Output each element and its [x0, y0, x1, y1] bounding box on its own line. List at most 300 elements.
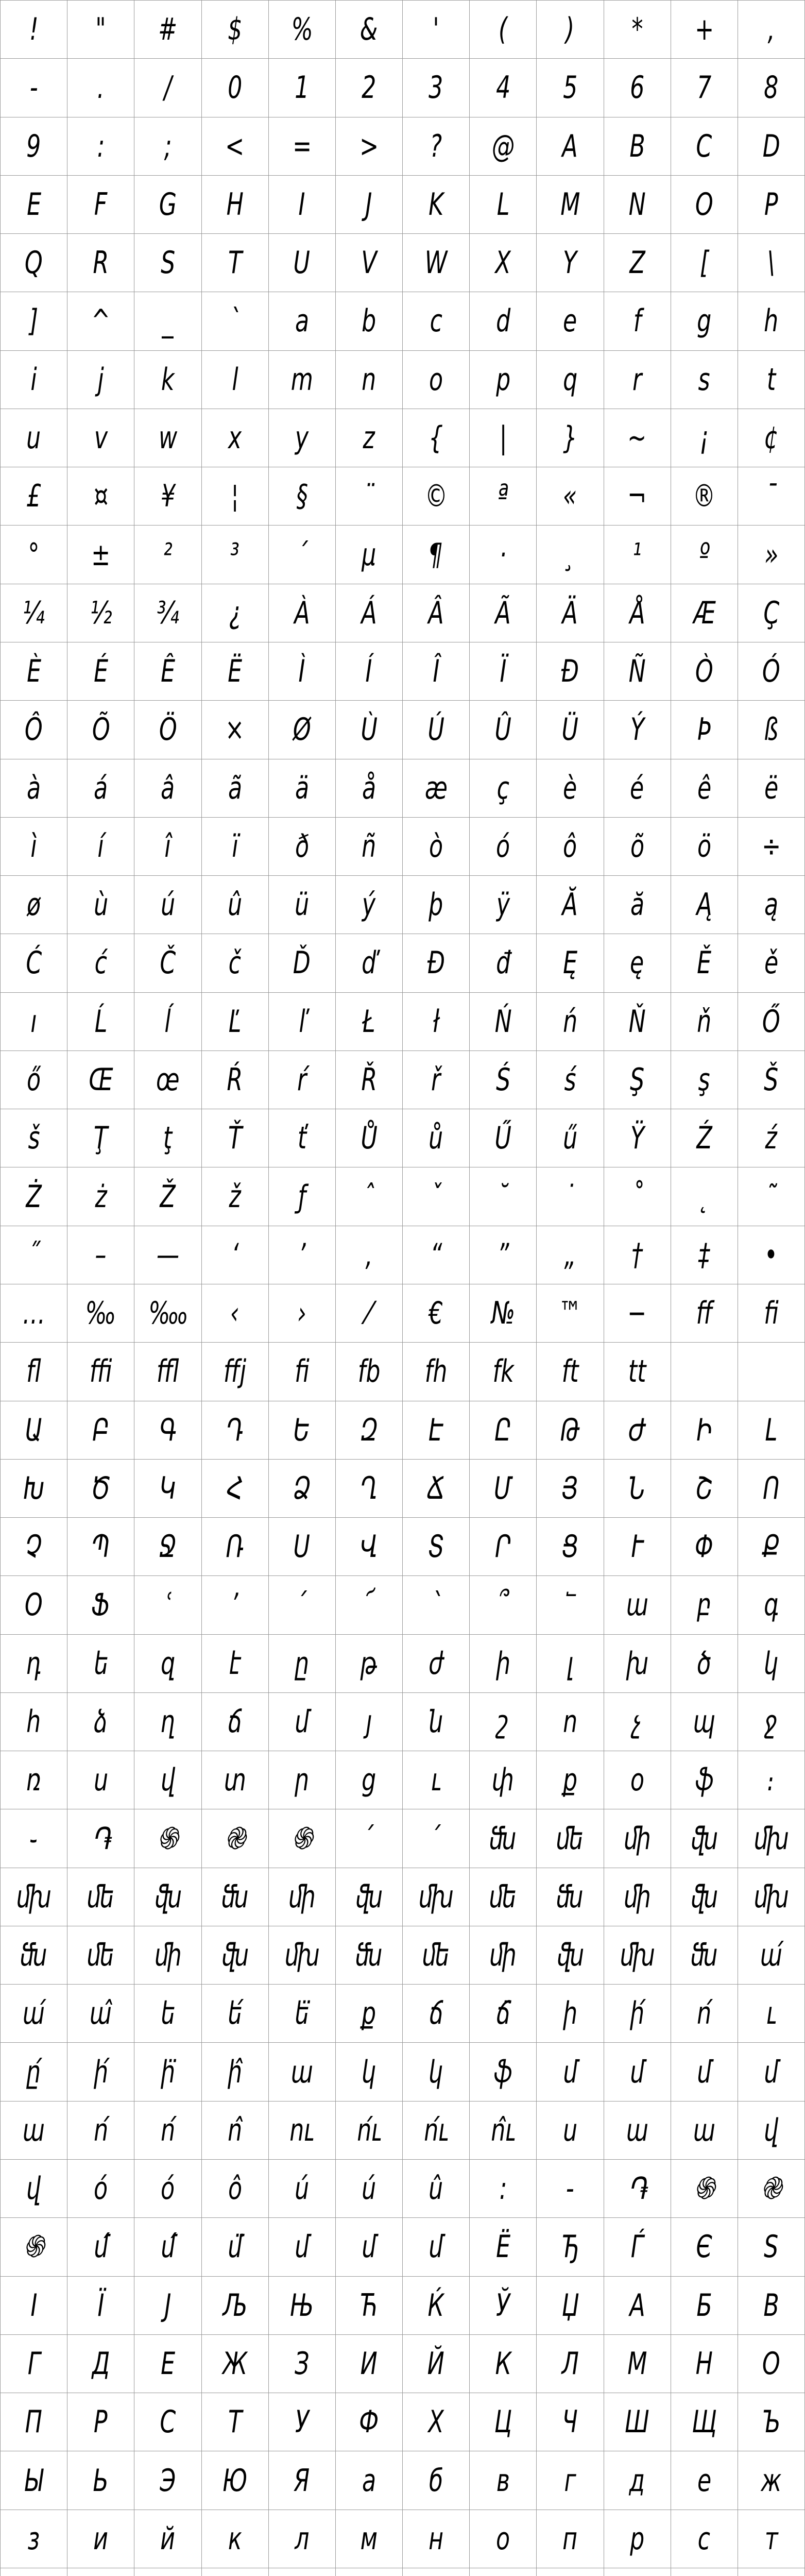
- glyph-cell: [671, 2160, 738, 2218]
- glyph-cell: [671, 1, 738, 59]
- glyph-character: յ: [366, 1703, 372, 1740]
- glyph-cell: [1, 1868, 67, 1926]
- glyph-character: ¥: [160, 478, 175, 515]
- glyph-character: Ս: [294, 1529, 311, 1565]
- glyph-character: Ў: [496, 2287, 510, 2324]
- glyph-character: մ: [630, 2054, 645, 2090]
- glyph-character: ո́ւ: [423, 2112, 449, 2148]
- glyph-cell: [269, 1868, 336, 1926]
- glyph-cell: [1, 2335, 67, 2393]
- glyph-character: ]: [29, 303, 39, 340]
- glyph-cell: [604, 993, 671, 1051]
- glyph-cell: [134, 467, 201, 526]
- glyph-character: ů: [429, 1120, 443, 1157]
- glyph-character: ç: [496, 770, 509, 806]
- glyph-cell: [336, 1518, 403, 1576]
- glyph-character: æ: [424, 770, 448, 806]
- glyph-character: ł: [433, 1003, 439, 1040]
- glyph-character: ˙: [564, 1178, 576, 1215]
- glyph-cell: [604, 1576, 671, 1634]
- glyph-cell: [336, 467, 403, 526]
- glyph-cell: [537, 1926, 604, 1985]
- glyph-character: դ: [26, 1645, 42, 1682]
- glyph-cell: [134, 1868, 201, 1926]
- glyph-cell: [202, 1809, 269, 1868]
- glyph-cell: [604, 2451, 671, 2510]
- glyph-character: Đ: [427, 945, 445, 981]
- glyph-cell: [671, 1343, 738, 1401]
- glyph-character: ւ: [431, 1762, 441, 1799]
- glyph-character: Ă: [562, 887, 578, 923]
- glyph-character: վ: [160, 1762, 175, 1799]
- glyph-character: ե: [160, 1995, 175, 2032]
- glyph-cell: [403, 1051, 470, 1109]
- glyph-character: G: [159, 186, 177, 223]
- glyph-cell: [403, 993, 470, 1051]
- glyph-character: Щ: [692, 2404, 717, 2441]
- glyph-character: ‱: [148, 1295, 187, 1332]
- glyph-character: ﬖ: [690, 1820, 718, 1857]
- glyph-character: Ո: [763, 1470, 780, 1506]
- glyph-character: ó: [496, 828, 510, 865]
- glyph-cell: [470, 59, 537, 117]
- glyph-character: \: [767, 245, 775, 281]
- glyph-cell: [738, 1693, 805, 1751]
- glyph-cell: [537, 1167, 604, 1226]
- glyph-cell: [67, 1226, 134, 1284]
- glyph-character: {: [429, 420, 443, 456]
- glyph-character: `: [229, 303, 241, 340]
- glyph-character: Е: [160, 2345, 175, 2382]
- glyph-character: „: [564, 1236, 576, 1273]
- glyph-cell: [470, 351, 537, 409]
- glyph-cell: [67, 2160, 134, 2218]
- glyph-character: ˘: [497, 1178, 509, 1215]
- glyph-character: Г: [27, 2345, 40, 2382]
- glyph-cell: [671, 1167, 738, 1226]
- glyph-cell: [336, 2451, 403, 2510]
- glyph-cell: [202, 351, 269, 409]
- glyph-cell: [403, 642, 470, 701]
- glyph-character: E: [26, 186, 41, 223]
- glyph-cell: [336, 2393, 403, 2451]
- glyph-cell: [604, 1460, 671, 1518]
- glyph-cell: [269, 642, 336, 701]
- glyph-cell: [336, 2160, 403, 2218]
- glyph-character: I: [298, 186, 305, 223]
- glyph-cell: [537, 2451, 604, 2510]
- glyph-character: µ: [362, 536, 376, 573]
- glyph-character: ՞: [498, 1587, 508, 1623]
- glyph-cell: [202, 876, 269, 934]
- glyph-cell: [67, 1868, 134, 1926]
- glyph-cell: [336, 1109, 403, 1167]
- glyph-cell: [336, 1226, 403, 1284]
- glyph-character: ÿ: [496, 887, 510, 923]
- glyph-cell: [336, 2335, 403, 2393]
- glyph-cell: [336, 1051, 403, 1109]
- glyph-character: մ: [697, 2054, 712, 2090]
- glyph-cell: [67, 2102, 134, 2160]
- glyph-character: ﬕ: [154, 1937, 182, 1974]
- glyph-cell: [67, 1401, 134, 1460]
- glyph-character: –: [95, 1236, 107, 1273]
- glyph-character: Օ: [25, 1587, 43, 1623]
- glyph-character: 5: [562, 70, 577, 106]
- glyph-character: ‡: [698, 1236, 710, 1273]
- glyph-character: ř: [431, 1062, 441, 1098]
- glyph-character: մ: [295, 2229, 310, 2265]
- glyph-cell: [336, 2568, 403, 2576]
- glyph-cell: [537, 1226, 604, 1284]
- glyph-character: »: [764, 536, 779, 573]
- glyph-character: Ű: [494, 1120, 511, 1157]
- glyph-character: Р: [94, 2404, 108, 2441]
- glyph-cell: [202, 1518, 269, 1576]
- glyph-character: կ: [362, 2054, 376, 2090]
- glyph-cell: [403, 1985, 470, 2043]
- glyph-character: -: [566, 2171, 574, 2207]
- glyph-cell: [671, 1926, 738, 1985]
- glyph-cell: [470, 642, 537, 701]
- glyph-cell: [738, 1167, 805, 1226]
- glyph-cell: [738, 2160, 805, 2218]
- glyph-cell: [269, 351, 336, 409]
- glyph-cell: [269, 1518, 336, 1576]
- glyph-cell: [470, 701, 537, 759]
- glyph-cell: [671, 2568, 738, 2576]
- glyph-cell: [738, 2393, 805, 2451]
- glyph-character: լ: [567, 1645, 573, 1682]
- glyph-cell: [67, 1109, 134, 1167]
- glyph-cell: [671, 1635, 738, 1693]
- glyph-cell: [134, 2568, 201, 2576]
- glyph-cell: [269, 1167, 336, 1226]
- glyph-cell: [604, 292, 671, 350]
- glyph-character: ֎: [224, 1820, 246, 1857]
- glyph-character: Ъ: [761, 2404, 781, 2441]
- glyph-cell: [470, 2277, 537, 2335]
- glyph-cell: [336, 351, 403, 409]
- glyph-cell: [738, 701, 805, 759]
- glyph-cell: [470, 292, 537, 350]
- glyph-character: ć: [94, 945, 107, 981]
- glyph-cell: [537, 409, 604, 467]
- glyph-cell: [202, 234, 269, 292]
- glyph-character: բ: [697, 1587, 712, 1623]
- glyph-cell: [336, 584, 403, 642]
- glyph-cell: [67, 2510, 134, 2568]
- glyph-character: ո́: [160, 2112, 175, 2148]
- glyph-cell: [269, 818, 336, 876]
- glyph-cell: [336, 117, 403, 176]
- glyph-cell: [67, 351, 134, 409]
- glyph-cell: [403, 292, 470, 350]
- glyph-cell: [403, 1284, 470, 1343]
- glyph-character: ա: [23, 2112, 45, 2148]
- glyph-cell: [67, 526, 134, 584]
- glyph-character: X: [495, 245, 511, 281]
- glyph-character: ժ: [429, 1645, 444, 1682]
- glyph-cell: [336, 2102, 403, 2160]
- glyph-character: ţ: [163, 1120, 173, 1157]
- glyph-character: ù: [93, 887, 108, 923]
- glyph-character: h: [764, 303, 779, 340]
- glyph-cell: [604, 876, 671, 934]
- glyph-cell: [269, 59, 336, 117]
- glyph-cell: [67, 176, 134, 234]
- glyph-cell: [67, 1693, 134, 1751]
- glyph-character: ՛: [366, 1820, 372, 1857]
- glyph-cell: [671, 2510, 738, 2568]
- glyph-cell: [671, 1809, 738, 1868]
- glyph-cell: [134, 934, 201, 992]
- glyph-character: Š: [764, 1062, 779, 1098]
- glyph-character: Վ: [360, 1529, 378, 1565]
- glyph-cell: [202, 1167, 269, 1226]
- glyph-cell: [671, 467, 738, 526]
- glyph-cell: [470, 1226, 537, 1284]
- glyph-character: І: [30, 2287, 38, 2324]
- glyph-cell: [738, 1926, 805, 1985]
- glyph-character: ֏: [91, 1820, 110, 1857]
- glyph-character: ½: [90, 595, 112, 631]
- glyph-character: ď: [362, 945, 376, 981]
- glyph-cell: [202, 1343, 269, 1401]
- glyph-character: fh: [424, 1353, 448, 1390]
- glyph-cell: [269, 1751, 336, 1809]
- glyph-character: ô: [228, 2171, 242, 2207]
- glyph-character: %: [291, 11, 313, 48]
- glyph-cell: [738, 1051, 805, 1109]
- glyph-character: Ֆ: [92, 1587, 110, 1623]
- glyph-cell: [1, 1226, 67, 1284]
- glyph-cell: [269, 2102, 336, 2160]
- glyph-character: ÷: [761, 828, 781, 865]
- glyph-cell: [336, 1809, 403, 1868]
- glyph-character: ť: [297, 1120, 306, 1157]
- glyph-cell: [269, 1401, 336, 1460]
- glyph-character: t: [766, 361, 776, 398]
- glyph-cell: [738, 642, 805, 701]
- glyph-character: ա: [626, 2112, 648, 2148]
- glyph-character: ք: [362, 1995, 376, 2032]
- glyph-character: ﬖ: [690, 1878, 718, 1915]
- glyph-character: ո̂ւ: [491, 2112, 516, 2148]
- glyph-cell: [336, 818, 403, 876]
- glyph-character: ·: [499, 536, 507, 573]
- glyph-character: Q: [25, 245, 43, 281]
- glyph-character: U: [294, 245, 311, 281]
- glyph-character: d: [495, 303, 510, 340]
- glyph-character: М: [627, 2345, 647, 2382]
- glyph-cell: [403, 2218, 470, 2276]
- glyph-character: Ը: [494, 1412, 511, 1448]
- glyph-character: .: [97, 70, 105, 106]
- glyph-cell: [738, 292, 805, 350]
- glyph-character: Ÿ: [630, 1120, 644, 1157]
- glyph-character: թ: [361, 1645, 378, 1682]
- glyph-character: á: [94, 770, 108, 806]
- glyph-cell: [671, 117, 738, 176]
- glyph-cell: [671, 1401, 738, 1460]
- glyph-character: Զ: [360, 1412, 378, 1448]
- glyph-cell: [134, 1809, 201, 1868]
- glyph-character: Պ: [92, 1529, 110, 1565]
- glyph-character: >: [359, 128, 379, 164]
- glyph-character: ի: [562, 1995, 577, 2032]
- glyph-character: T: [228, 245, 242, 281]
- glyph-cell: [671, 526, 738, 584]
- glyph-character: S: [160, 245, 175, 281]
- glyph-character: ⁄: [367, 1295, 371, 1332]
- glyph-character: ×: [225, 711, 245, 748]
- glyph-cell: [202, 2102, 269, 2160]
- glyph-character: C: [696, 128, 712, 164]
- glyph-cell: [269, 876, 336, 934]
- glyph-cell: [336, 876, 403, 934]
- glyph-cell: [134, 642, 201, 701]
- glyph-cell: [67, 934, 134, 992]
- glyph-cell: [403, 1460, 470, 1518]
- glyph-cell: [336, 1868, 403, 1926]
- glyph-cell: [671, 2451, 738, 2510]
- glyph-character: Z: [629, 245, 645, 281]
- glyph-character: Ծ: [91, 1470, 111, 1506]
- glyph-cell: [403, 234, 470, 292]
- glyph-character: ą: [764, 887, 778, 923]
- glyph-cell: [537, 1051, 604, 1109]
- glyph-character: ա: [290, 2054, 313, 2090]
- glyph-cell: [537, 876, 604, 934]
- glyph-cell: [269, 2335, 336, 2393]
- glyph-cell: [1, 2160, 67, 2218]
- glyph-character: N: [628, 186, 646, 223]
- glyph-cell: [269, 2043, 336, 2101]
- glyph-character: մ: [429, 2229, 443, 2265]
- glyph-character: զ: [160, 1645, 175, 1682]
- glyph-character: ֍: [157, 1820, 179, 1857]
- glyph-cell: [269, 292, 336, 350]
- glyph-cell: [403, 1518, 470, 1576]
- glyph-cell: [470, 2160, 537, 2218]
- glyph-character: [: [699, 245, 709, 281]
- glyph-character: D: [762, 128, 780, 164]
- glyph-cell: [269, 701, 336, 759]
- glyph-cell: [336, 1, 403, 59]
- glyph-cell: [269, 2568, 336, 2576]
- glyph-character: ֍: [23, 2229, 44, 2265]
- glyph-character: ”: [497, 1236, 509, 1273]
- glyph-cell: [67, 701, 134, 759]
- glyph-cell: [403, 584, 470, 642]
- glyph-cell: [470, 2335, 537, 2393]
- glyph-cell: [671, 2277, 738, 2335]
- glyph-character: ž: [229, 1178, 241, 1215]
- glyph-cell: [67, 1284, 134, 1343]
- glyph-cell: [470, 1167, 537, 1226]
- glyph-cell: [738, 2510, 805, 2568]
- glyph-cell: [336, 59, 403, 117]
- glyph-character: №: [491, 1295, 515, 1332]
- glyph-character: ﬀ: [696, 1295, 713, 1332]
- glyph-character: Æ: [693, 595, 715, 631]
- glyph-character: k: [161, 361, 175, 398]
- glyph-cell: [537, 2043, 604, 2101]
- glyph-cell: [604, 2160, 671, 2218]
- glyph-cell: [470, 1926, 537, 1985]
- glyph-character: ¿: [229, 595, 241, 631]
- glyph-cell: [537, 1868, 604, 1926]
- glyph-character: œ: [156, 1062, 180, 1098]
- glyph-character: ո́: [697, 1995, 712, 2032]
- glyph-cell: [403, 2043, 470, 2101]
- glyph-character: ): [566, 11, 575, 48]
- glyph-character: ﬗ: [620, 1937, 655, 1974]
- glyph-cell: [134, 234, 201, 292]
- glyph-character: F: [94, 186, 108, 223]
- glyph-character: ճ: [429, 1995, 443, 2032]
- glyph-cell: [470, 2451, 537, 2510]
- glyph-character: Յ: [561, 1470, 579, 1506]
- glyph-character: ի: [495, 1645, 510, 1682]
- glyph-cell: [537, 292, 604, 350]
- glyph-character: ա́: [760, 1937, 782, 1974]
- glyph-character: մ: [295, 1703, 310, 1740]
- glyph-cell: [269, 1926, 336, 1985]
- glyph-cell: [1, 292, 67, 350]
- glyph-character: Č: [160, 945, 176, 981]
- glyph-cell: [336, 1751, 403, 1809]
- glyph-cell: [604, 526, 671, 584]
- glyph-character: Ť: [228, 1120, 242, 1157]
- glyph-character: 7: [697, 70, 712, 106]
- glyph-cell: [67, 876, 134, 934]
- glyph-character: ²: [163, 536, 173, 573]
- glyph-cell: [604, 1985, 671, 2043]
- glyph-cell: [202, 701, 269, 759]
- glyph-cell: [537, 1576, 604, 1634]
- glyph-character: շ: [497, 1703, 509, 1740]
- glyph-character: м: [360, 2520, 378, 2557]
- glyph-cell: [403, 1635, 470, 1693]
- glyph-cell: [1, 409, 67, 467]
- glyph-cell: [269, 2277, 336, 2335]
- glyph-cell: [269, 1460, 336, 1518]
- glyph-cell: [269, 1, 336, 59]
- glyph-cell: [336, 292, 403, 350]
- glyph-character: Ó: [762, 653, 780, 690]
- glyph-cell: [537, 1518, 604, 1576]
- glyph-character: ę: [630, 945, 644, 981]
- glyph-cell: [1, 1635, 67, 1693]
- glyph-cell: [202, 176, 269, 234]
- glyph-character: £: [26, 478, 41, 515]
- glyph-character: €: [429, 1295, 443, 1332]
- glyph-cell: [134, 1926, 201, 1985]
- glyph-character: Ţ: [94, 1120, 108, 1157]
- glyph-cell: [269, 759, 336, 818]
- glyph-cell: [134, 292, 201, 350]
- glyph-character: ¨: [363, 478, 375, 515]
- glyph-cell: [537, 759, 604, 818]
- glyph-cell: [336, 1343, 403, 1401]
- glyph-character: ó: [161, 2171, 175, 2207]
- glyph-cell: [671, 1868, 738, 1926]
- glyph-character: õ: [630, 828, 644, 865]
- glyph-cell: [269, 117, 336, 176]
- glyph-character: ﬕ: [288, 1878, 316, 1915]
